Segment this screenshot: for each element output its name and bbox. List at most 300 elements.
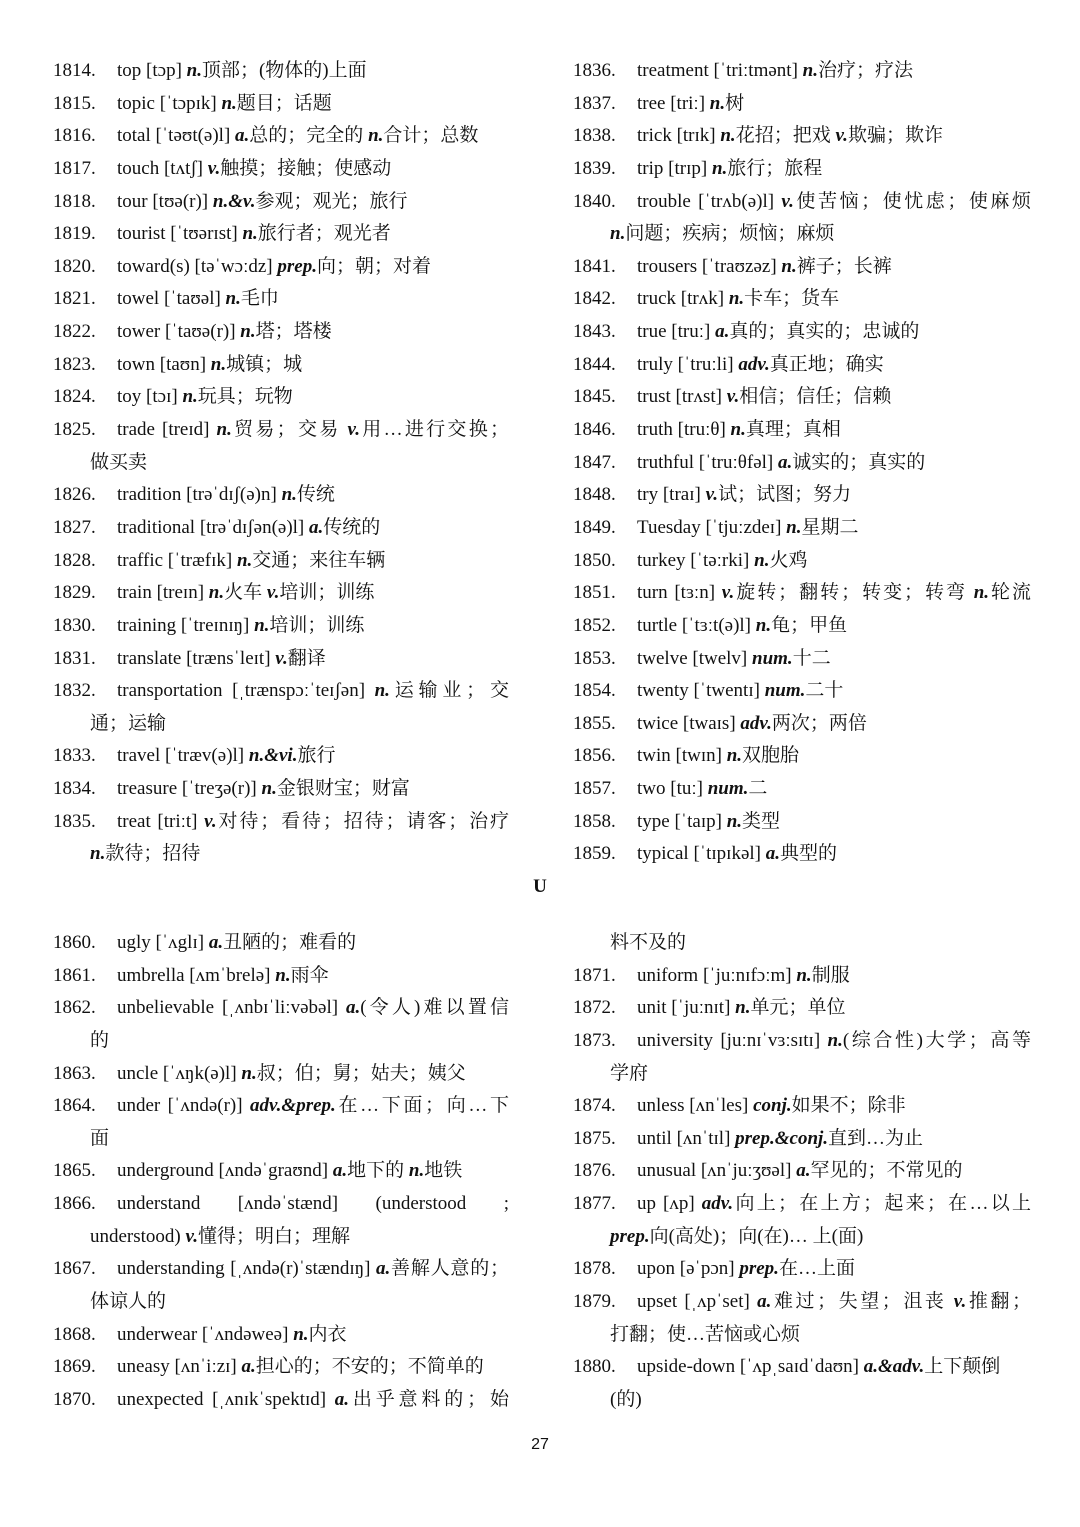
entry-line <box>573 381 1031 414</box>
part-of-speech: v. <box>347 419 361 441</box>
entry-text: under [ˈʌndə(r)] <box>117 1095 250 1117</box>
entry-text: treat [triːt] <box>117 810 205 832</box>
part-of-speech: v. <box>721 582 735 604</box>
part-of-speech: v. <box>266 582 280 604</box>
entry-line <box>53 512 509 545</box>
part-of-speech: v. <box>781 190 794 212</box>
entry-number: 1865. <box>53 1160 96 1182</box>
dictionary-entry <box>573 447 1031 480</box>
dictionary-entry <box>573 479 1031 512</box>
entry-text: topic [ˈtɔpɪk] <box>117 92 222 114</box>
entry-text: upside-down [ˈʌpˌsaɪdˈdaʊn] <box>637 1356 864 1378</box>
part-of-speech: n. <box>241 1062 257 1084</box>
entry-text: 交通；来往车辆 <box>252 549 386 571</box>
entry-text: 总的；完全的 <box>249 125 369 147</box>
entry-line <box>573 1188 1031 1221</box>
entry-text: 塔；塔楼 <box>255 321 332 343</box>
entry-line <box>53 773 509 806</box>
dictionary-entry <box>53 251 509 284</box>
entry-text: tourist [ˈtʊərɪst] <box>117 223 243 245</box>
entry-number: 1877. <box>573 1193 616 1215</box>
entry-number: 1815. <box>53 92 96 114</box>
entry-continuation <box>573 1058 1031 1091</box>
entry-line <box>573 251 1031 284</box>
entry-continuation <box>53 1286 509 1319</box>
entry-text: (综合性)大学；高等 <box>842 1029 1032 1051</box>
dictionary-entry <box>53 675 509 740</box>
entry-text: trousers [ˈtraʊzəz] <box>637 255 782 277</box>
part-of-speech: v. <box>207 157 221 179</box>
entry-number: 1878. <box>573 1258 616 1280</box>
entry-text: 做买卖 <box>90 451 148 473</box>
entry-text: toward(s) [təˈwɔːdz] <box>117 255 278 277</box>
dictionary-entry <box>573 545 1031 578</box>
part-of-speech: n. <box>221 92 237 114</box>
entry-text: 真正地；确实 <box>769 353 884 375</box>
part-of-speech: prep. <box>739 1258 779 1280</box>
entry-number: 1819. <box>53 223 96 245</box>
entry-line <box>53 1384 509 1417</box>
entry-text: 二十 <box>805 680 844 702</box>
entry-number: 1849. <box>573 516 616 538</box>
dictionary-entry <box>573 1253 1031 1286</box>
entry-number: 1859. <box>573 843 616 865</box>
entry-text: understanding [ˌʌndə(r)ˈstændɪŋ] <box>117 1258 376 1280</box>
entry-number: 1840. <box>573 190 616 212</box>
entry-text: understood) <box>90 1225 186 1247</box>
entry-text: 问题；疾病；烦恼；麻烦 <box>625 223 835 245</box>
entry-text: 使苦恼；使忧虑；使麻烦 <box>793 190 1031 212</box>
entry-line <box>53 218 509 251</box>
dictionary-entry <box>573 186 1031 251</box>
entry-continuation <box>53 1025 509 1058</box>
dictionary-entry <box>53 186 509 219</box>
entry-text: 培训；训练 <box>269 614 365 636</box>
part-of-speech: adv. <box>738 353 770 375</box>
part-of-speech: num. <box>707 778 749 800</box>
part-of-speech: n. <box>368 125 384 147</box>
entry-line <box>53 414 509 447</box>
entry-text: understand [ʌndəˈstænd] (understood ; <box>117 1193 509 1215</box>
dictionary-entry <box>573 512 1031 545</box>
entry-line <box>573 1025 1031 1058</box>
entry-text: 典型的 <box>779 843 837 865</box>
dictionary-entry <box>53 960 509 993</box>
entry-text: unbelievable [ˌʌnbɪˈliːvəbəl] <box>117 997 346 1019</box>
entry-continuation <box>573 1384 1031 1417</box>
dictionary-entry <box>53 55 509 88</box>
dictionary-entry <box>573 349 1031 382</box>
entry-text: (的) <box>610 1388 642 1410</box>
entry-number: 1844. <box>573 353 616 375</box>
entry-text: 试；试图；努力 <box>718 484 852 506</box>
part-of-speech: adv. <box>740 712 772 734</box>
part-of-speech: v. <box>705 484 719 506</box>
dictionary-entry <box>53 88 509 121</box>
part-of-speech: a. <box>235 125 250 147</box>
entry-text: 裤子；长裤 <box>796 255 892 277</box>
entry-text: 款待；招待 <box>105 843 201 865</box>
entry-text: 罕见的；不常见的 <box>810 1160 963 1182</box>
part-of-speech: n. <box>275 964 291 986</box>
entry-text: 运输业；交 <box>389 680 509 702</box>
dictionary-entry <box>573 1286 1031 1351</box>
entry-line <box>573 55 1031 88</box>
entry-text: travel [ˈtræv(ə)l] <box>117 745 249 767</box>
entry-line <box>53 740 509 773</box>
entry-number: 1828. <box>53 549 96 571</box>
part-of-speech: n. <box>973 582 990 604</box>
entry-text: 欺骗；欺诈 <box>847 125 943 147</box>
entry-line <box>53 643 509 676</box>
entry-text: 向；朝；对着 <box>316 255 431 277</box>
entry-text: 传统 <box>296 484 335 506</box>
dictionary-entry <box>53 927 509 960</box>
part-of-speech: n.&v. <box>212 190 256 212</box>
entry-text: 火鸡 <box>769 549 808 571</box>
dictionary-entry <box>53 545 509 578</box>
entry-number: 1842. <box>573 288 616 310</box>
part-of-speech: n. <box>293 1323 309 1345</box>
entry-text: toy [tɔɪ] <box>117 386 183 408</box>
entry-number: 1875. <box>573 1127 616 1149</box>
entry-number: 1880. <box>573 1356 616 1378</box>
entry-line <box>573 992 1031 1025</box>
entry-number: 1869. <box>53 1356 96 1378</box>
entry-line <box>573 447 1031 480</box>
entry-text: underwear [ˈʌndəweə] <box>117 1323 294 1345</box>
entry-line <box>573 512 1031 545</box>
entry-continuation <box>573 927 1031 960</box>
entry-number: 1816. <box>53 125 96 147</box>
entry-line <box>53 153 509 186</box>
part-of-speech: v. <box>953 1291 967 1313</box>
entry-text: try [traɪ] <box>637 484 706 506</box>
entry-line <box>53 577 509 610</box>
part-of-speech: n. <box>754 549 770 571</box>
entry-line <box>53 251 509 284</box>
part-of-speech: n. <box>208 582 225 604</box>
entry-text: truth [truːθ] <box>637 419 731 441</box>
dictionary-entry <box>573 577 1031 610</box>
entry-text: transportation [ˌtrænspɔːˈteɪʃən] <box>117 680 375 702</box>
entry-text: total [ˈtəʊt(ə)l] <box>117 125 236 147</box>
entry-number: 1823. <box>53 353 96 375</box>
part-of-speech: n. <box>728 288 745 310</box>
entry-number: 1867. <box>53 1258 96 1280</box>
entry-line <box>573 960 1031 993</box>
entry-line <box>573 186 1031 219</box>
entry-number: 1843. <box>573 321 616 343</box>
entry-line <box>53 1058 509 1091</box>
column-left-u <box>53 927 509 1417</box>
entry-line <box>573 610 1031 643</box>
dictionary-entry <box>53 1253 509 1318</box>
entry-text: typical [ˈtɪpɪkəl] <box>637 843 766 865</box>
entry-line <box>53 927 509 960</box>
part-of-speech: n. <box>720 125 736 147</box>
dictionary-entry <box>573 55 1031 88</box>
entry-text: 旅行 <box>297 745 336 767</box>
column-left-t <box>53 55 509 871</box>
dictionary-entry <box>573 675 1031 708</box>
entry-text: train [treɪn] <box>117 582 209 604</box>
entry-text: 玩具；玩物 <box>197 386 293 408</box>
entry-line <box>53 1090 509 1123</box>
entry-text: 推翻； <box>966 1291 1031 1313</box>
entry-line <box>573 1351 1031 1384</box>
entry-text: twenty [ˈtwentɪ] <box>637 680 765 702</box>
entry-number: 1852. <box>573 614 616 636</box>
entry-text: 地铁 <box>424 1160 463 1182</box>
part-of-speech: a. <box>757 1291 772 1313</box>
entry-text: type [ˈtaɪp] <box>637 810 727 832</box>
entry-text: 对待；看待；招待；请客；治疗 <box>216 810 509 832</box>
entry-text: 参观；观光；旅行 <box>255 190 408 212</box>
entry-text: 真的；真实的；忠诚的 <box>729 321 920 343</box>
entry-line <box>573 88 1031 121</box>
entry-text: tradition [trəˈdɪʃ(ə)n] <box>117 484 282 506</box>
entry-line <box>53 479 509 512</box>
part-of-speech: a. <box>208 932 224 953</box>
entry-line <box>53 1351 509 1384</box>
entry-line <box>53 381 509 414</box>
entry-text: tree [triː] <box>637 92 710 114</box>
entry-text: truthful [ˈtruːθfəl] <box>637 451 778 473</box>
entry-text: 在…上面 <box>778 1258 855 1280</box>
entry-number: 1853. <box>573 647 616 669</box>
dictionary-entry <box>53 1384 509 1417</box>
entry-continuation <box>573 1221 1031 1254</box>
entry-text: 面 <box>90 1127 110 1149</box>
entry-text: true [truː] <box>637 321 716 343</box>
part-of-speech: n. <box>726 810 743 832</box>
entry-text: 料不及的 <box>610 932 687 953</box>
entry-text: 学府 <box>610 1062 649 1084</box>
entry-number: 1872. <box>573 997 616 1019</box>
entry-text: 上下颠倒 <box>924 1356 1001 1378</box>
entry-number: 1850. <box>573 549 616 571</box>
dictionary-entry <box>53 1188 509 1253</box>
dictionary-entry <box>573 806 1031 839</box>
part-of-speech: n. <box>186 60 202 81</box>
entry-text: 地下的 <box>347 1160 409 1182</box>
entry-text: 星期二 <box>801 516 859 538</box>
entry-number: 1847. <box>573 451 616 473</box>
dictionary-entry <box>53 512 509 545</box>
dictionary-entry <box>573 381 1031 414</box>
entry-line <box>53 316 509 349</box>
column-right-u <box>573 927 1031 1417</box>
entry-line <box>53 1188 509 1221</box>
dictionary-entry <box>53 740 509 773</box>
entry-continuation <box>53 708 509 741</box>
dictionary-entry <box>53 773 509 806</box>
part-of-speech: v. <box>204 810 217 832</box>
entry-number: 1866. <box>53 1193 96 1215</box>
entry-line <box>573 349 1031 382</box>
entry-continuation <box>573 1319 1031 1352</box>
dictionary-entry <box>573 316 1031 349</box>
part-of-speech: n. <box>711 157 728 179</box>
entry-text: 真理；真相 <box>745 419 841 441</box>
entry-line <box>573 316 1031 349</box>
entry-number: 1871. <box>573 964 616 986</box>
entry-text: 双胞胎 <box>742 745 800 767</box>
entry-text: 城镇；城 <box>226 353 303 375</box>
entry-line <box>573 479 1031 512</box>
entry-text: 如果不；除非 <box>791 1095 906 1117</box>
entry-line <box>53 1155 509 1188</box>
entry-text: 体谅人的 <box>90 1291 167 1313</box>
entry-line <box>53 283 509 316</box>
dictionary-entry <box>53 610 509 643</box>
entry-number: 1857. <box>573 778 616 800</box>
entry-continuation <box>573 218 1031 251</box>
part-of-speech: a. <box>778 451 793 473</box>
part-of-speech: n. <box>755 614 772 636</box>
entry-text: 十二 <box>792 647 831 669</box>
entry-number: 1854. <box>573 680 616 702</box>
dictionary-entry <box>53 153 509 186</box>
part-of-speech: a.&adv. <box>863 1356 925 1378</box>
section-letter-heading: U <box>533 876 547 897</box>
entry-continuation <box>53 447 509 480</box>
dictionary-entry <box>573 838 1031 871</box>
part-of-speech: n. <box>796 964 812 986</box>
part-of-speech: n. <box>374 680 390 702</box>
part-of-speech: n. <box>726 745 743 767</box>
entry-number: 1845. <box>573 386 616 408</box>
entry-text: 单元；单位 <box>750 997 846 1019</box>
part-of-speech: prep. <box>610 1225 650 1247</box>
entry-line <box>573 643 1031 676</box>
entry-text: ugly [ˈʌglɪ] <box>117 932 209 953</box>
entry-number: 1848. <box>573 484 616 506</box>
entry-text: 叔；伯；舅；姑夫；姨父 <box>256 1062 466 1084</box>
entry-text: 两次；两倍 <box>771 712 867 734</box>
entry-line <box>53 55 509 88</box>
entry-line <box>53 960 509 993</box>
entry-line <box>573 120 1031 153</box>
entry-text: twelve [twelv] <box>637 647 753 669</box>
entry-text: tower [ˈtaʊə(r)] <box>117 321 241 343</box>
entry-text: tour [tʊə(r)] <box>117 190 213 212</box>
entry-line <box>573 838 1031 871</box>
entry-text: trade [treɪd] <box>117 419 217 441</box>
dictionary-entry <box>53 806 509 871</box>
entry-number: 1837. <box>573 92 616 114</box>
dictionary-entry <box>53 381 509 414</box>
part-of-speech: a. <box>309 516 324 538</box>
entry-number: 1834. <box>53 778 96 800</box>
entry-text: truly [ˈtruːli] <box>637 353 739 375</box>
entry-text: 担心的；不安的；不简单的 <box>255 1356 484 1378</box>
entry-text: 相信；信任；信赖 <box>739 386 892 408</box>
entry-line <box>573 545 1031 578</box>
entry-text: trip [trɪp] <box>637 157 712 179</box>
entry-text: 卡车；货车 <box>744 288 840 310</box>
entry-line <box>573 577 1031 610</box>
entry-number: 1868. <box>53 1323 96 1345</box>
entry-line <box>573 414 1031 447</box>
entry-number: 1831. <box>53 647 96 669</box>
entry-line <box>53 610 509 643</box>
part-of-speech: a. <box>796 1160 811 1182</box>
part-of-speech: n. <box>730 419 746 441</box>
entry-text: 丑陋的；难看的 <box>223 932 357 953</box>
entry-number: 1832. <box>53 680 96 702</box>
entry-text: unexpected [ˌʌnɪkˈspektɪd] <box>117 1388 335 1410</box>
part-of-speech: n. <box>786 516 802 538</box>
entry-line <box>53 992 509 1025</box>
entry-number: 1838. <box>573 125 616 147</box>
part-of-speech: conj. <box>753 1095 792 1117</box>
dictionary-entry <box>573 283 1031 316</box>
dictionary-entry <box>573 643 1031 676</box>
dictionary-entry <box>53 479 509 512</box>
entry-number: 1833. <box>53 745 96 767</box>
entry-line <box>53 88 509 121</box>
part-of-speech: n. <box>827 1029 843 1051</box>
entry-text: 触摸；接触；使感动 <box>220 157 392 179</box>
entry-number: 1858. <box>573 810 616 832</box>
dictionary-entry <box>53 577 509 610</box>
entry-number: 1863. <box>53 1062 96 1084</box>
entry-text: 树 <box>725 92 745 114</box>
entry-text: translate [trænsˈleɪt] <box>117 647 276 669</box>
entry-text: 金银财宝；财富 <box>276 778 410 800</box>
entry-text: uncle [ˈʌŋk(ə)l] <box>117 1062 242 1084</box>
entry-number: 1817. <box>53 157 96 179</box>
dictionary-entry <box>573 1123 1031 1156</box>
entry-text: university [juːnɪˈvɜːsɪtɪ] <box>637 1029 828 1051</box>
entry-number: 1836. <box>573 60 616 81</box>
part-of-speech: n. <box>182 386 198 408</box>
entry-text: Tuesday [ˈtjuːzdeɪ] <box>637 516 787 538</box>
entry-number: 1873. <box>573 1029 616 1051</box>
part-of-speech: a. <box>345 997 361 1019</box>
part-of-speech: a. <box>334 1388 349 1410</box>
entry-line <box>53 545 509 578</box>
entry-number: 1874. <box>573 1095 616 1117</box>
entry-number: 1822. <box>53 321 96 343</box>
entry-line <box>573 1155 1031 1188</box>
entry-text: 传统的 <box>323 516 381 538</box>
entry-text: unit [ˈjuːnɪt] <box>637 997 736 1019</box>
entry-text: 培训；训练 <box>279 582 375 604</box>
entry-text: traditional [trəˈdɪʃən(ə)l] <box>117 516 310 538</box>
entry-line <box>573 708 1031 741</box>
entry-text: trick [trɪk] <box>637 125 721 147</box>
entry-text: towel [ˈtaʊəl] <box>117 288 226 310</box>
entry-text: 旅行者；观光者 <box>257 223 391 245</box>
part-of-speech: a. <box>765 843 780 865</box>
entry-text: turn [tɜːn] <box>637 582 722 604</box>
entry-continuation <box>53 1123 509 1156</box>
dictionary-entry <box>573 1155 1031 1188</box>
dictionary-entry <box>573 88 1031 121</box>
part-of-speech: n. <box>242 223 258 245</box>
entry-text: unless [ʌnˈles] <box>637 1095 754 1117</box>
part-of-speech: a. <box>241 1356 256 1378</box>
part-of-speech: n. <box>735 997 751 1019</box>
dictionary-entry <box>573 1025 1031 1090</box>
entry-text: 题目；话题 <box>236 92 332 114</box>
entry-text: (令人)难以置信 <box>360 997 510 1019</box>
entry-line <box>53 120 509 153</box>
entry-text: upset [ˌʌpˈset] <box>637 1291 758 1313</box>
